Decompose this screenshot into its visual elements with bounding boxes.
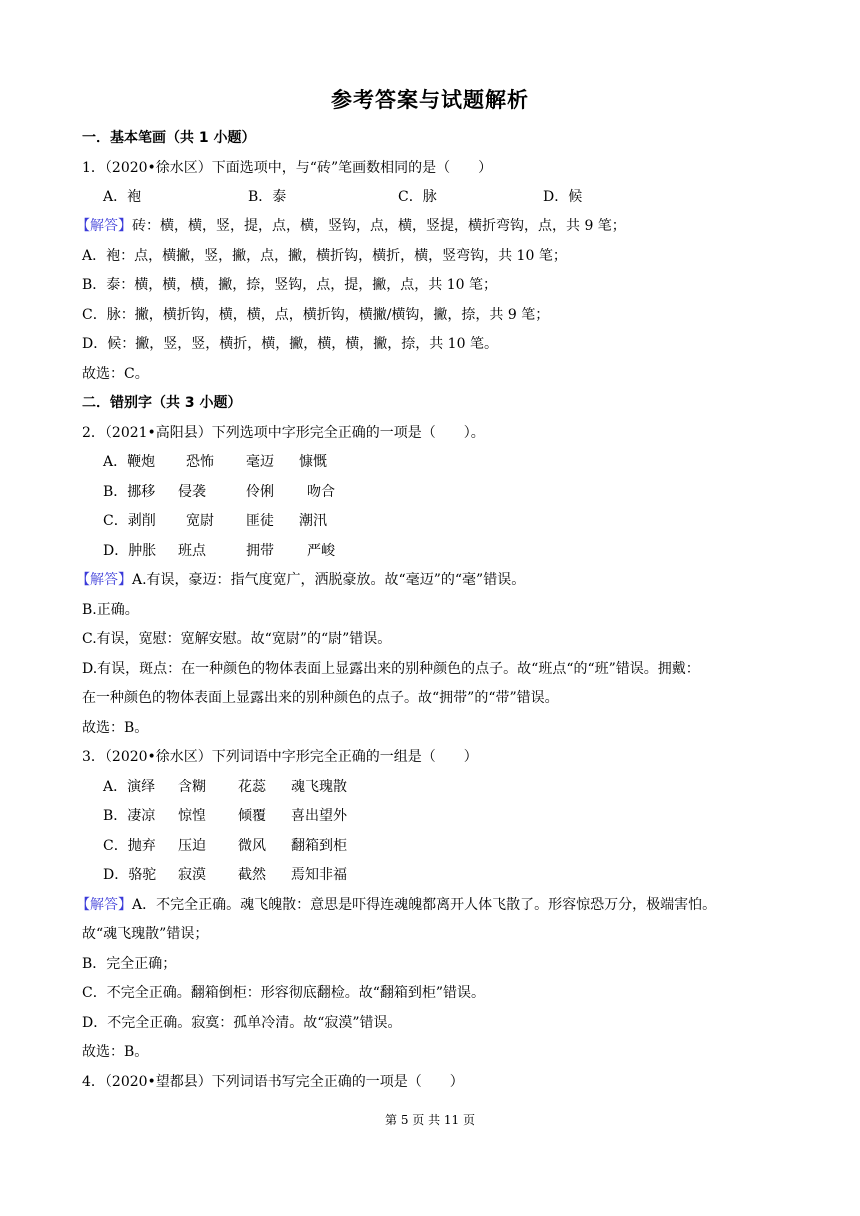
q3-row-c-word-1: C．抛弃 xyxy=(103,838,156,854)
q2-row-b-word-3: 伶俐 xyxy=(246,484,274,500)
q2-row-a-word-3: 毫迈 xyxy=(246,454,274,470)
q3-answer xyxy=(76,895,716,915)
q2-row-d-word-2: 班点 xyxy=(178,543,206,559)
answer-tag: 【解答】 xyxy=(76,897,132,913)
answer-tag: 【解答】 xyxy=(76,572,132,588)
q2-answer-text: A.有误，豪迈：指气度宽广，洒脱豪放。故“毫迈”的“毫”错误。 xyxy=(132,572,526,588)
q3-row-c-word-2: 压迫 xyxy=(178,838,206,854)
q2-row-d-word-1: D．肿胀 xyxy=(103,543,157,559)
q3-row-b-word-2: 惊惶 xyxy=(178,808,206,824)
q1-explanation-b: B．泰：横，横，横，撇，捺，竖钩，点，提，撇，点，共 10 笔； xyxy=(82,277,498,293)
question-1-stem: 1．（2020•徐水区）下面选项中，与“砖”笔画数相同的是（ ） xyxy=(82,160,493,176)
q2-row-a-word-2: 恐怖 xyxy=(186,454,214,470)
q3-row-c-word-3: 微风 xyxy=(238,838,266,854)
q2-answer xyxy=(76,570,525,590)
q3-explanation-a-cont: 故“魂飞瑰散”错误； xyxy=(82,926,209,942)
q3-explanation-b: B．完全正确； xyxy=(82,956,177,972)
q2-row-c-word-4: 潮汛 xyxy=(299,513,327,529)
question-2-stem: 2．（2021•高阳县）下列选项中字形完全正确的一项是（ ）。 xyxy=(82,425,485,441)
q2-row-b-word-1: B．挪移 xyxy=(103,484,156,500)
q1-option-b: B．泰 xyxy=(248,189,287,205)
q2-row-b-word-4: 吻合 xyxy=(307,484,335,500)
q3-row-b-word-1: B．凄凉 xyxy=(103,808,156,824)
q2-row-c-word-2: 宽尉 xyxy=(186,513,214,529)
q3-row-c-word-4: 翻箱到柜 xyxy=(291,838,347,854)
q1-answer-text: 砖：横，横，竖，提，点，横，竖钩，点，横，竖提，横折弯钩，点，共 9 笔； xyxy=(132,218,626,234)
q1-explanation-c: C．脉：撇，横折钩，横，横，点，横折钩，横撇/横钩，撇，捺，共 9 笔； xyxy=(82,307,550,323)
answer-tag: 【解答】 xyxy=(76,218,132,234)
q1-option-c: C．脉 xyxy=(398,189,437,205)
q3-row-a-word-4: 魂飞瑰散 xyxy=(291,779,347,795)
q1-option-d: D．候 xyxy=(543,189,583,205)
q3-answer-text: A．不完全正确。魂飞魄散：意思是吓得连魂魄都离开人体飞散了。形容惊恐万分，极端害怕。 xyxy=(132,897,717,913)
q2-conclusion: 故选：B。 xyxy=(82,720,149,736)
q1-option-a: A．袍 xyxy=(103,189,142,205)
q3-row-b-word-3: 倾覆 xyxy=(238,808,266,824)
q2-row-c-word-3: 匪徒 xyxy=(246,513,274,529)
page-footer: 第 5 页 共 11 页 xyxy=(385,1113,475,1127)
q2-row-d-word-3: 拥带 xyxy=(246,543,274,559)
q3-conclusion: 故选：B。 xyxy=(82,1044,149,1060)
q2-row-a-word-4: 慷慨 xyxy=(299,454,327,470)
q3-explanation-c: C．不完全正确。翻箱倒柜：形容彻底翻检。故“翻箱到柜”错误。 xyxy=(82,985,486,1001)
q3-row-b-word-4: 喜出望外 xyxy=(291,808,347,824)
q3-row-d-word-4: 焉知非福 xyxy=(291,867,347,883)
q2-explanation-b: B.正确。 xyxy=(82,602,139,618)
q3-row-a-word-3: 花蕊 xyxy=(238,779,266,795)
q2-row-d-word-4: 严峻 xyxy=(307,543,335,559)
q3-row-a-word-2: 含糊 xyxy=(178,779,206,795)
page-title: 参考答案与试题解析 xyxy=(331,88,529,112)
question-3-stem: 3．（2020•徐水区）下列词语中字形完全正确的一组是（ ） xyxy=(82,749,478,765)
section-heading-typos: 二．错别字（共 3 小题） xyxy=(82,395,242,411)
q3-row-d-word-1: D．骆驼 xyxy=(103,867,157,883)
q2-row-c-word-1: C．剥削 xyxy=(103,513,156,529)
q3-row-d-word-2: 寂漠 xyxy=(178,867,206,883)
question-4-stem: 4．（2020•望都县）下列词语书写完全正确的一项是（ ） xyxy=(82,1074,464,1090)
q2-explanation-d-cont: 在一种颜色的物体表面上显露出来的别种颜色的点子。故“拥带”的“带”错误。 xyxy=(82,690,559,706)
section-heading-basic-strokes: 一．基本笔画（共 1 小题） xyxy=(82,130,256,146)
q2-explanation-c: C.有误，宽慰：宽解安慰。故“宽尉”的“尉”错误。 xyxy=(82,631,392,647)
q2-row-a-word-1: A．鞭炮 xyxy=(103,454,156,470)
q2-row-b-word-2: 侵袭 xyxy=(178,484,206,500)
q2-explanation-d: D.有误，斑点：在一种颜色的物体表面上显露出来的别种颜色的点子。故“班点“的“班”错误。拥戴： xyxy=(82,661,700,677)
q1-explanation-d: D．候：撇，竖，竖，横折，横，撇，横，横，撇，捺，共 10 笔。 xyxy=(82,336,498,352)
q3-explanation-d: D．不完全正确。寂寞：孤单冷清。故“寂漠”错误。 xyxy=(82,1015,402,1031)
q1-conclusion: 故选：C。 xyxy=(82,366,149,382)
q1-answer xyxy=(76,216,626,236)
q3-row-a-word-1: A．演绎 xyxy=(103,779,156,795)
q1-explanation-a: A．袍：点，横撇，竖，撇，点，撇，横折钩，横折，横，竖弯钩，共 10 笔； xyxy=(82,248,567,264)
q3-row-d-word-3: 截然 xyxy=(238,867,266,883)
